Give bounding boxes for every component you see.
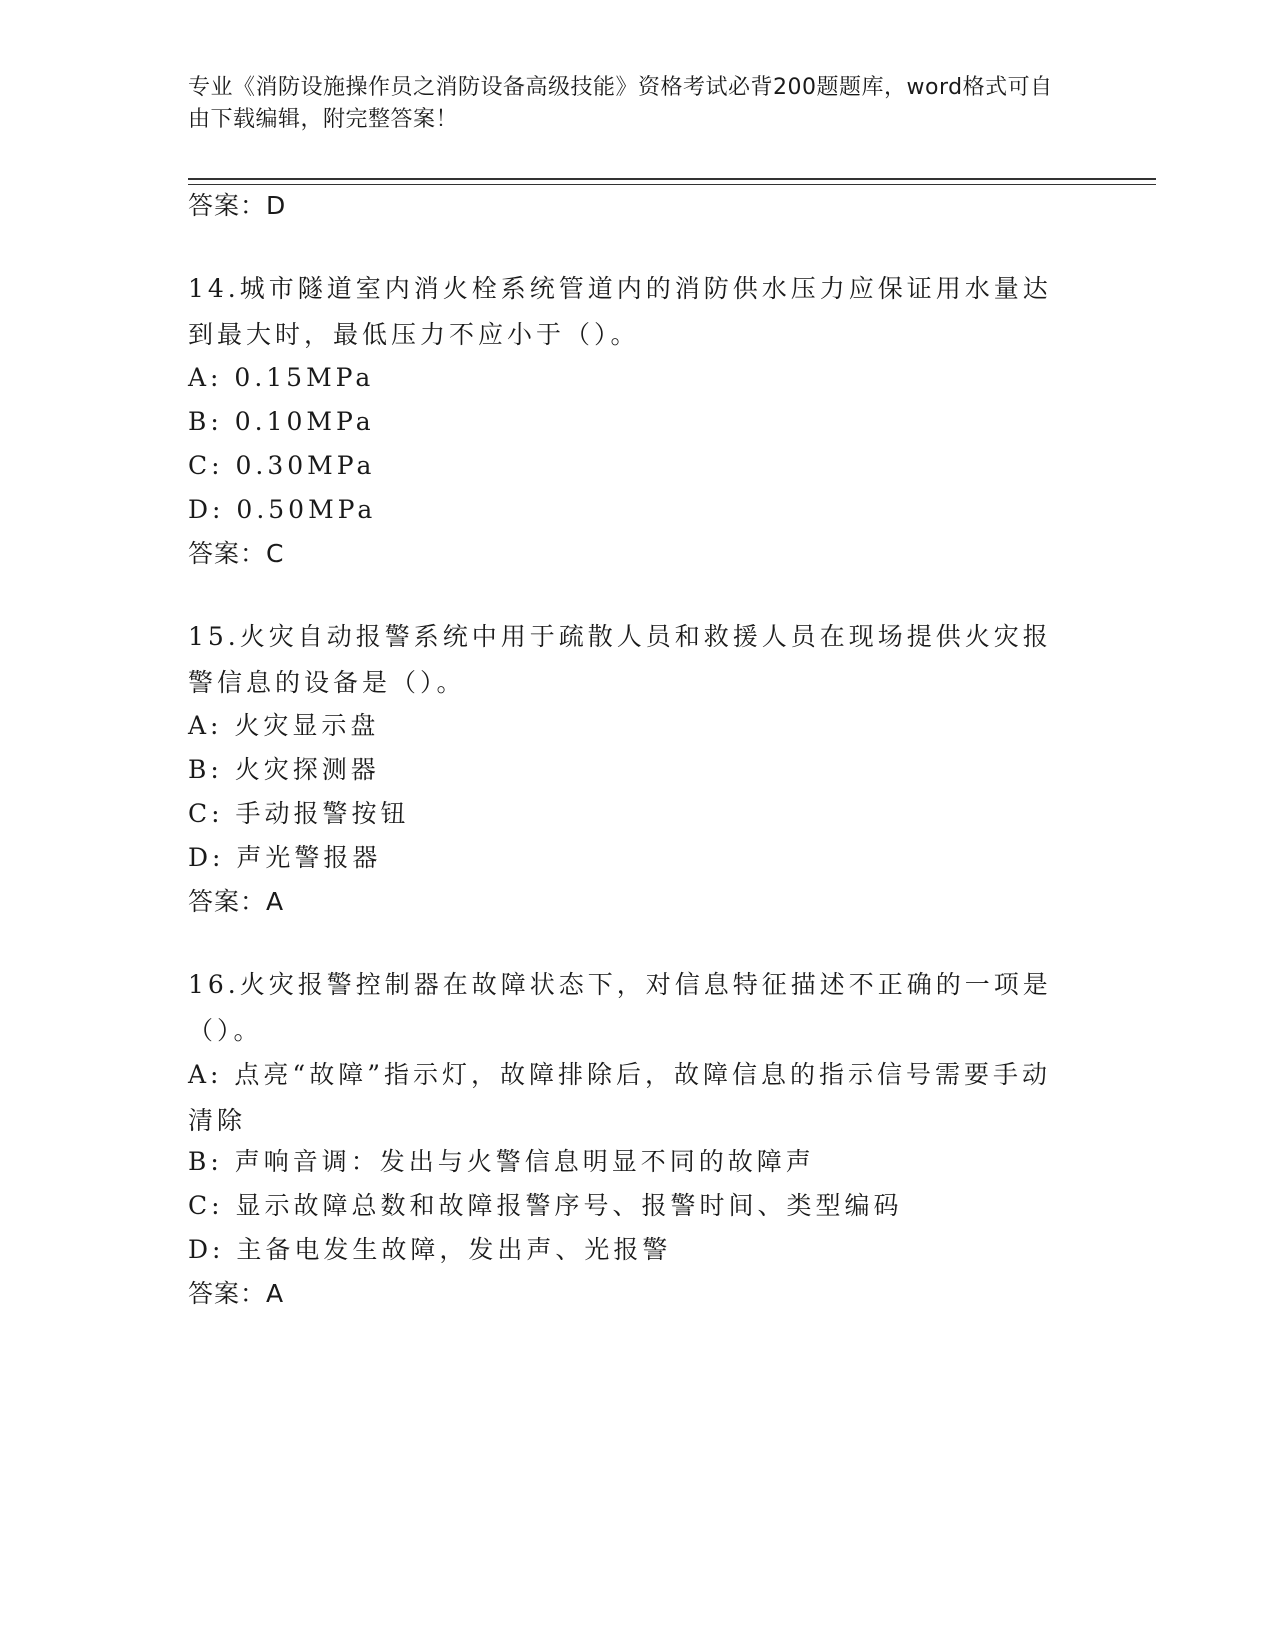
question-14-option-c: C: 0.30MPa: [188, 451, 376, 480]
question-16-option-c: C: 显示故障总数和故障报警序号、报警时间、类型编码: [188, 1191, 903, 1220]
question-16-option-a: A: 点亮“故障”指示灯，故障排除后，故障信息的指示信号需要手动清除: [188, 1060, 1051, 1135]
question-15-option-a: A: 火灾显示盘: [188, 711, 380, 740]
header-rule-thin: [188, 184, 1156, 185]
answer-q14: 答案：C: [188, 539, 285, 568]
question-15-option-d: D: 声光警报器: [188, 843, 382, 872]
answer-q15: 答案：A: [188, 887, 285, 916]
header-rule-thick: [188, 178, 1156, 180]
answer-q16: 答案：A: [188, 1279, 285, 1308]
question-14-option-b: B: 0.10MPa: [188, 407, 375, 436]
question-14-option-a: A: 0.15MPa: [188, 363, 375, 392]
question-15-option-c: C: 手动报警按钮: [188, 799, 410, 828]
question-16-text: 16.火灾报警控制器在故障状态下，对信息特征描述不正确的一项是（）。: [188, 970, 1052, 1045]
question-14-option-d: D: 0.50MPa: [188, 495, 377, 524]
answer-q13: 答案：D: [188, 191, 287, 220]
question-15-text: 15.火灾自动报警系统中用于疏散人员和救援人员在现场提供火灾报警信息的设备是（）。: [188, 622, 1052, 697]
question-16-option-d: D: 主备电发生故障，发出声、光报警: [188, 1235, 672, 1264]
question-15-option-b: B: 火灾探测器: [188, 755, 380, 784]
question-14-text: 14.城市隧道室内消火栓系统管道内的消防供水压力应保证用水量达到最大时，最低压力不应小于（）。: [188, 274, 1052, 349]
question-16-option-b: B: 声响音调：发出与火警信息明显不同的故障声: [188, 1147, 815, 1176]
document-header: 专业《消防设施操作员之消防设备高级技能》资格考试必背200题题库，word格式可自由下载编辑，附完整答案！: [188, 75, 1053, 132]
